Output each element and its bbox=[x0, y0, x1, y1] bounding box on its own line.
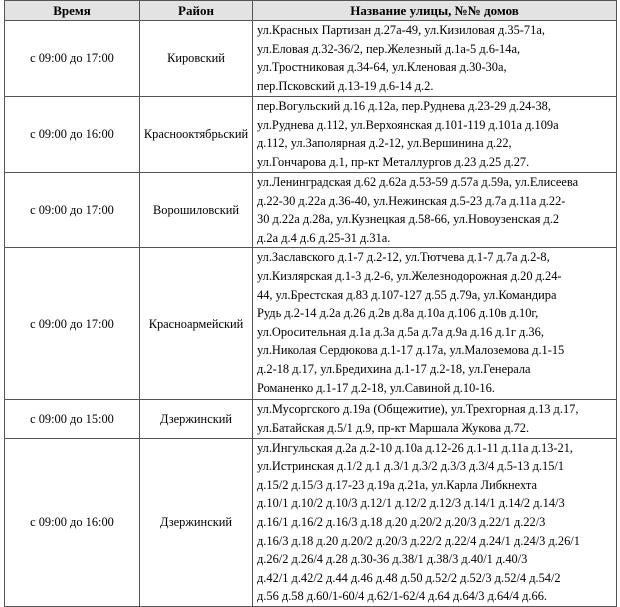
time-cell: с 09:00 до 17:00 bbox=[5, 248, 140, 400]
street-line: д.16/3 д.18 д.20 д.20/2 д.20/3 д.22/2 д.22/4 д.24/1 д.24/3 д.26/1 bbox=[257, 533, 580, 548]
time-cell: с 09:00 до 16:00 bbox=[5, 97, 140, 173]
street-line: 30 д.22а д.28а, ул.Кузнецкая д.58-66, ул.Новоузенская д.2 bbox=[257, 212, 560, 227]
district-cell: Дзержинский bbox=[140, 400, 253, 438]
streets-cell bbox=[253, 21, 617, 97]
header-time: Время bbox=[5, 1, 140, 21]
header-row bbox=[5, 1, 617, 21]
street-line: Романенко д.1-17 д.2-18, ул.Савиной д.10-16. bbox=[257, 380, 495, 395]
street-line: ул.Оросительная д.1а д.3а д.5а д.7а д.9а д.16 д.1г д.36, bbox=[257, 324, 544, 339]
street-line: д.2а д.4 д.6 д.25-31 д.31а. bbox=[257, 230, 391, 245]
street-line: д.112, ул.Заполярная д.2-12, ул.Вершинина д.22, bbox=[257, 136, 512, 151]
street-line: ул.Ингульская д.2а д.2-10 д.10а д.12-26 д.1-11 д.11а д.13-21, bbox=[257, 440, 573, 455]
street-line: ул.Тростниковая д.34-64, ул.Кленовая д.30-30а, bbox=[257, 60, 507, 75]
outage-schedule-table bbox=[4, 0, 617, 607]
street-line: ул.Еловая д.32-36/2, пер.Железный д.1а-5 д.6-14а, bbox=[257, 41, 521, 56]
district-cell: Дзержинский bbox=[140, 438, 253, 606]
streets-cell bbox=[253, 400, 617, 438]
time-cell: с 09:00 до 17:00 bbox=[5, 173, 140, 248]
street-line: ул.Истринская д.1/2 д.1 д.3/1 д.3/2 д.3/3 д.3/4 д.5-13 д.15/1 bbox=[257, 459, 565, 474]
street-line: ул.Батайская д.5/1 д.9, пр-кт Маршала Жукова д.72. bbox=[257, 420, 530, 435]
street-line: пер.Вогульский д.16 д.12а, пер.Руднева д.23-29 д.24-38, bbox=[257, 99, 551, 113]
streets-cell bbox=[253, 97, 617, 173]
header-district: Район bbox=[140, 1, 253, 21]
street-line: ул.Руднева д.112, ул.Верхоянская д.101-119 д.101а д.109а bbox=[257, 117, 559, 132]
street-line: ул.Мусоргского д.19а (Общежитие), ул.Трехгорная д.13 д.17, bbox=[257, 402, 579, 417]
time-cell: с 09:00 до 16:00 bbox=[5, 438, 140, 606]
street-line: пер.Псковский д.13-19 д.6-14 д.2. bbox=[257, 78, 434, 93]
district-cell: Краснооктябрьский bbox=[140, 97, 253, 173]
street-line: д.16/1 д.16/2 д.16/3 д.18 д.20 д.20/2 д.20/3 д.22/1 д.22/3 bbox=[257, 514, 546, 529]
table-row bbox=[5, 173, 617, 248]
schedule-rows bbox=[5, 21, 617, 607]
time-cell: с 09:00 до 15:00 bbox=[5, 400, 140, 438]
streets-cell bbox=[253, 248, 617, 400]
street-line: д.15/2 д.15/3 д.17-23 д.19а д.21а, ул.Карла Либкнехта bbox=[257, 477, 537, 492]
table-row bbox=[5, 400, 617, 438]
street-line: д.10/1 д.10/2 д.10/3 д.12/1 д.12/2 д.12/3 д.14/1 д.14/2 д.14/3 bbox=[257, 496, 565, 511]
streets-cell bbox=[253, 438, 617, 606]
street-line: ул.Заславского д.1-7 д.2-12, ул.Тютчева д.1-7 д.7а д.2-8, bbox=[257, 250, 550, 265]
street-line: д.2-18 д.17, ул.Бредихина д.1-17 д.2-18, ул.Генерала bbox=[257, 361, 531, 376]
street-line: Рудь д.2-14 д.2а д.26 д.2в д.8а д.10а д.106 д.10в д.10г, bbox=[257, 306, 539, 321]
street-line: ул.Ленинградская д.62 д.62а д.53-59 д.57а д.59а, ул.Елисеева bbox=[257, 175, 579, 189]
street-line: д.42/1 д.42/2 д.44 д.46 д.48 д.50 д.52/2 д.52/3 д.52/4 д.54/2 bbox=[257, 570, 561, 585]
street-line: ул.Красных Партизан д.27а-49, ул.Кизиловая д.35-71а, bbox=[257, 23, 545, 37]
street-line: 44, ул.Брестская д.83 д.107-127 д.55 д.79а, ул.Командира bbox=[257, 287, 557, 302]
street-line: д.56 д.58 д.60/1-60/4 д.62/1-62/4 д.64 д.64/3 д.64/4 д.66. bbox=[257, 589, 547, 604]
district-cell: Красноармейский bbox=[140, 248, 253, 400]
street-line: ул.Гончарова д.1, пр-кт Металлургов д.23 д.25 д.27. bbox=[257, 154, 530, 169]
table-row bbox=[5, 248, 617, 400]
streets-cell bbox=[253, 173, 617, 248]
table-row bbox=[5, 438, 617, 606]
table-row bbox=[5, 97, 617, 173]
time-cell: с 09:00 до 17:00 bbox=[5, 21, 140, 97]
street-line: д.22-30 д.22а д.36-40, ул.Нежинская д.5-23 д.7а д.11а д.22- bbox=[257, 193, 566, 208]
street-line: ул.Кизлярская д.1-3 д.2-6, ул.Железнодорожная д.20 д.24- bbox=[257, 268, 562, 283]
street-line: д.26/2 д.26/4 д.28 д.30-36 д.38/1 д.38/3 д.40/1 д.40/3 bbox=[257, 552, 528, 567]
street-line: ул.Николая Сердюкова д.1-17 д.17а, ул.Малоземова д.1-15 bbox=[257, 343, 565, 358]
district-cell: Ворошиловский bbox=[140, 173, 253, 248]
header-streets: Название улицы, №№ домов bbox=[253, 1, 617, 21]
table-row bbox=[5, 21, 617, 97]
district-cell: Кировский bbox=[140, 21, 253, 97]
